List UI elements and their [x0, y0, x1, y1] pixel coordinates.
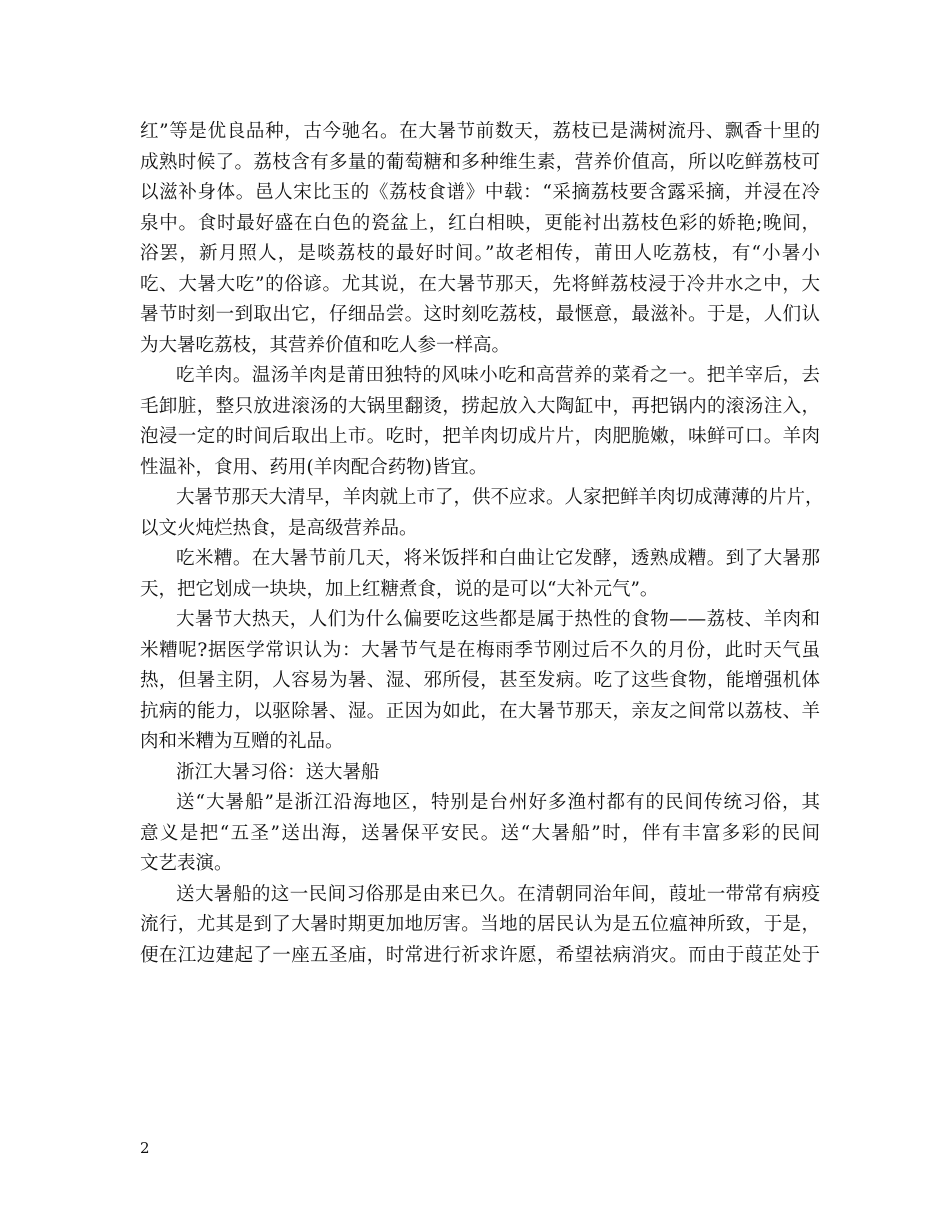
text-line: 以文火炖烂热食，是高级营养品。: [140, 517, 418, 539]
page-number: 2: [140, 1139, 150, 1157]
text-line: 米糟呢?据医学常识认为：大暑节气是在梅雨季节刚过后不久的月份，此时天气虽: [140, 639, 820, 661]
text-line: 便在江边建起了一座五圣庙，时常进行祈求许愿，希望祛病消灾。而由于葭芷处于: [140, 944, 820, 966]
text-line: 性温补，食用、药用(羊肉配合药物)皆宜。: [140, 456, 488, 478]
text-line: 以滋补身体。邑人宋比玉的《荔枝食谱》中载：“采摘荔枝要含露采摘，并浸在冷: [140, 182, 820, 203]
text-line: 吃、大暑大吃”的俗谚。尤其说，在大暑节那天，先将鲜荔枝浸于冷井水之中，大: [140, 273, 820, 295]
text-line: 吃羊肉。温汤羊肉是莆田独特的风味小吃和高营养的菜肴之一。把羊宰后，去: [176, 365, 820, 386]
text-line: 文艺表演。: [140, 853, 233, 874]
text-line: 流行，尤其是到了大暑时期更加地厉害。当地的居民认为是五位瘟神所致，于是，: [140, 914, 820, 935]
text-line: 热，但暑主阴，人容易为暑、湿、邪所侵，甚至发病。吃了这些食物，能增强机体: [140, 670, 820, 691]
text-line: 送“大暑船”是浙江沿海地区，特别是台州好多渔村都有的民间传统习俗，其: [176, 792, 820, 813]
text-line: 送大暑船的这一民间习俗那是由来已久。在清朝同治年间，葭址一带常有病疫: [176, 883, 820, 905]
text-line: 抗病的能力，以驱除暑、湿。正因为如此，在大暑节那天，亲友之间常以荔枝、羊: [140, 700, 820, 722]
text-line: 暑节时刻一到取出它，仔细品尝。这时刻吃荔枝，最惬意，最滋补。于是，人们认: [140, 304, 820, 325]
text-line: 吃米糟。在大暑节前几天，将米饭拌和白曲让它发酵，透熟成糟。到了大暑那: [176, 548, 820, 569]
text-line: 为大暑吃荔枝，其营养价值和吃人参一样高。: [140, 334, 511, 356]
text-line: 天，把它划成一块块，加上红糖煮食，说的是可以“大补元气”。: [140, 578, 659, 600]
text-line: 大暑节那天大清早，羊肉就上市了，供不应求。人家把鲜羊肉切成薄薄的片片，: [176, 487, 824, 508]
text-line: 意义是把“五圣”送出海，送暑保平安民。送“大暑船”时，伴有丰富多彩的民间: [140, 822, 820, 844]
text-line: 大暑节大热天，人们为什么偏要吃这些都是属于热性的食物——荔枝、羊肉和: [176, 609, 820, 630]
text-line: 毛卸脏，整只放进滚汤的大锅里翻烫，捞起放入大陶缸中，再把锅内的滚汤注入，: [140, 395, 820, 417]
text-line: 成熟时候了。荔枝含有多量的葡萄糖和多种维生素，营养价值高，所以吃鲜荔枝可: [140, 151, 820, 173]
text-line: 浴罢，新月照人，是啖荔枝的最好时间。”故老相传，莆田人吃荔枝，有“小暑小: [140, 243, 820, 264]
text-line: 泉中。食时最好盛在白色的瓷盆上，红白相映，更能衬出荔枝色彩的娇艳;晚间，: [140, 212, 820, 234]
text-line: 泡浸一定的时间后取出上市。吃时，把羊肉切成片片，肉肥脆嫩，味鲜可口。羊肉: [140, 426, 820, 447]
text-line: 肉和米糟为互赠的礼品。: [140, 731, 344, 752]
text-line: 红”等是优良品种，古今驰名。在大暑节前数天，荔枝已是满树流丹、飘香十里的: [140, 121, 820, 142]
text-line: 浙江大暑习俗：送大暑船: [176, 761, 380, 783]
